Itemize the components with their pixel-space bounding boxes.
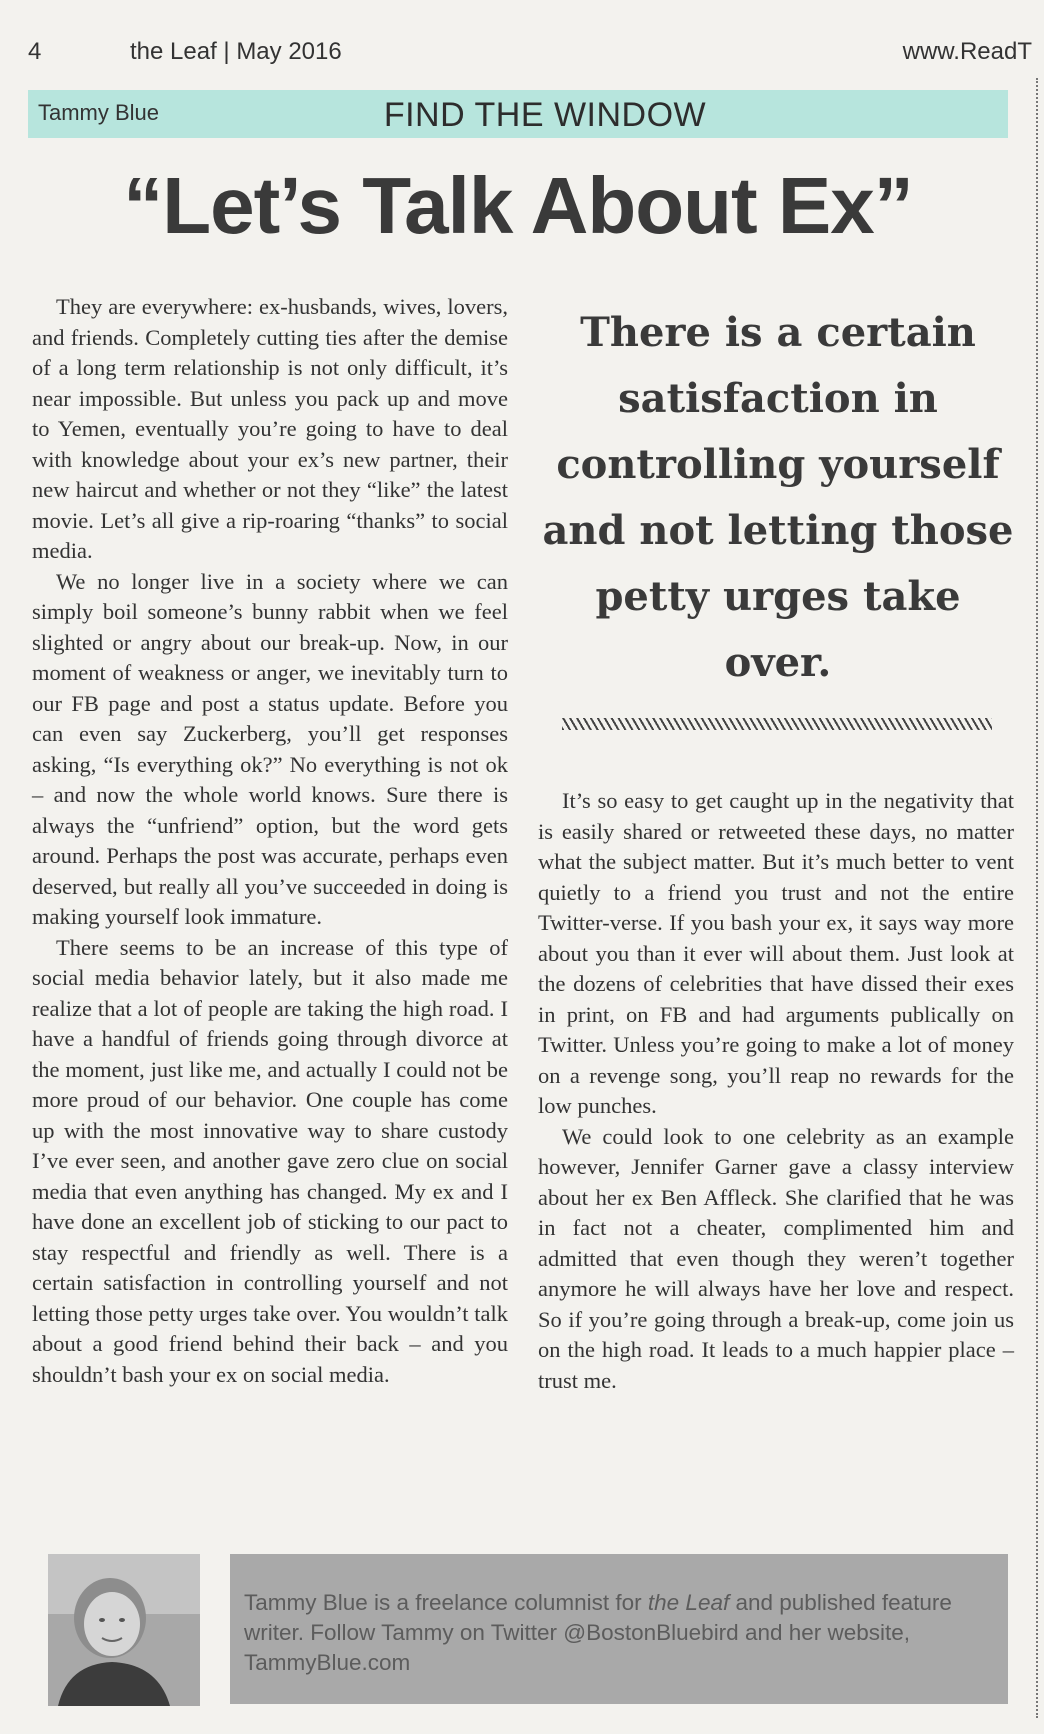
article-headline: “Let’s Talk About Ex”	[123, 161, 913, 250]
right-column	[538, 786, 1014, 1396]
paragraph: It’s so easy to get caught up in the negativity that is easily shared or retweeted these days, no matter what the subject matter. But it’s much better to vent quietly to a friend you trust and not the entire Twitter-verse. If you bash your ex, it says way more about you than it ever will about them. Just look at the dozens of celebrities that have dissed their exes in print, on FB and had arguments publically on Twitter. Unless you’re going to make a lot of money on a revenge song, you’ll reap no rewards for the low punches.	[538, 788, 1014, 1118]
paragraph: We could look to one celebrity as an example however, Jennifer Garner gave a classy interview about her ex Ben Affleck. She clarified that he was in fact not a cheater, complimented him and admitted that even though they weren’t together anymore he will always have her love and respect. So if you’re going through a break-up, come join us on the high road. It leads to a much happier place – trust me.	[538, 1123, 1014, 1393]
paragraph: We no longer live in a society where we can simply boil someone’s bunny rabbit when we feel slighted or angry about our break-up. Now, in our moment of weakness or anger, we inevitably turn to our FB page and post a status update. Before you can even say Zuckerberg, you’ll get responses asking, “Is everything ok?” No everything is not ok – and now the whole world knows. Sure there is always the “unfriend” option, but the word gets around. Perhaps the post was accurate, perhaps even deserved, but really all you’ve succeeded in doing is making yourself look immature.	[32, 568, 508, 929]
page-number: 4	[28, 38, 42, 65]
bio-text-start: Tammy Blue is a freelance columnist for	[244, 1590, 648, 1615]
paragraph: There seems to be an increase of this type of social media behavior lately, but it also made me realize that a lot of people are taking the high road. I have a handful of friends going through divorce at the moment, just like me, and actually I could not be more proud of our behavior. One couple has come up with the most innovative way to share custody I’ve ever seen, and another gave zero clue on social media that even anything has changed. My ex and I have done an excellent job of sticking to our pact to stay respectful and friendly as well. There is a certain satisfaction in controlling yourself and not letting those petty urges take over. You wouldn’t talk about a good friend behind their back – and you shouldn’t bash your ex on social media.	[32, 934, 508, 1387]
author-bio	[244, 1588, 1004, 1678]
section-title: FIND THE WINDOW	[383, 96, 707, 134]
publication-dateline: the Leaf | May 2016	[130, 38, 342, 65]
column-rule	[1036, 78, 1038, 1718]
pull-quote-divider	[562, 718, 992, 730]
website-url: www.ReadT	[902, 38, 1032, 65]
bio-text-end: and published feature writer. Follow Tammy on Twitter @BostonBluebird and her website, TammyBlue.com	[244, 1590, 952, 1675]
author-photo	[48, 1554, 200, 1706]
bio-publication: the Leaf	[647, 1590, 730, 1615]
pull-quote: There is a certain satisfaction in controlling yourself and not letting those petty urges take over.	[542, 309, 1014, 686]
author-byline: Tammy Blue	[38, 100, 160, 125]
left-column	[32, 292, 508, 1390]
paragraph: They are everywhere: ex-husbands, wives, lovers, and friends. Completely cutting ties after the demise of a long term relationship is not only difficult, it’s near impossible. But unless you pack up and move to Yemen, eventually you’re going to have to deal with knowledge about your ex’s new partner, their new haircut and whether or not they “like” the latest movie. Let’s all give a rip-roaring “thanks” to social media.	[32, 294, 508, 563]
